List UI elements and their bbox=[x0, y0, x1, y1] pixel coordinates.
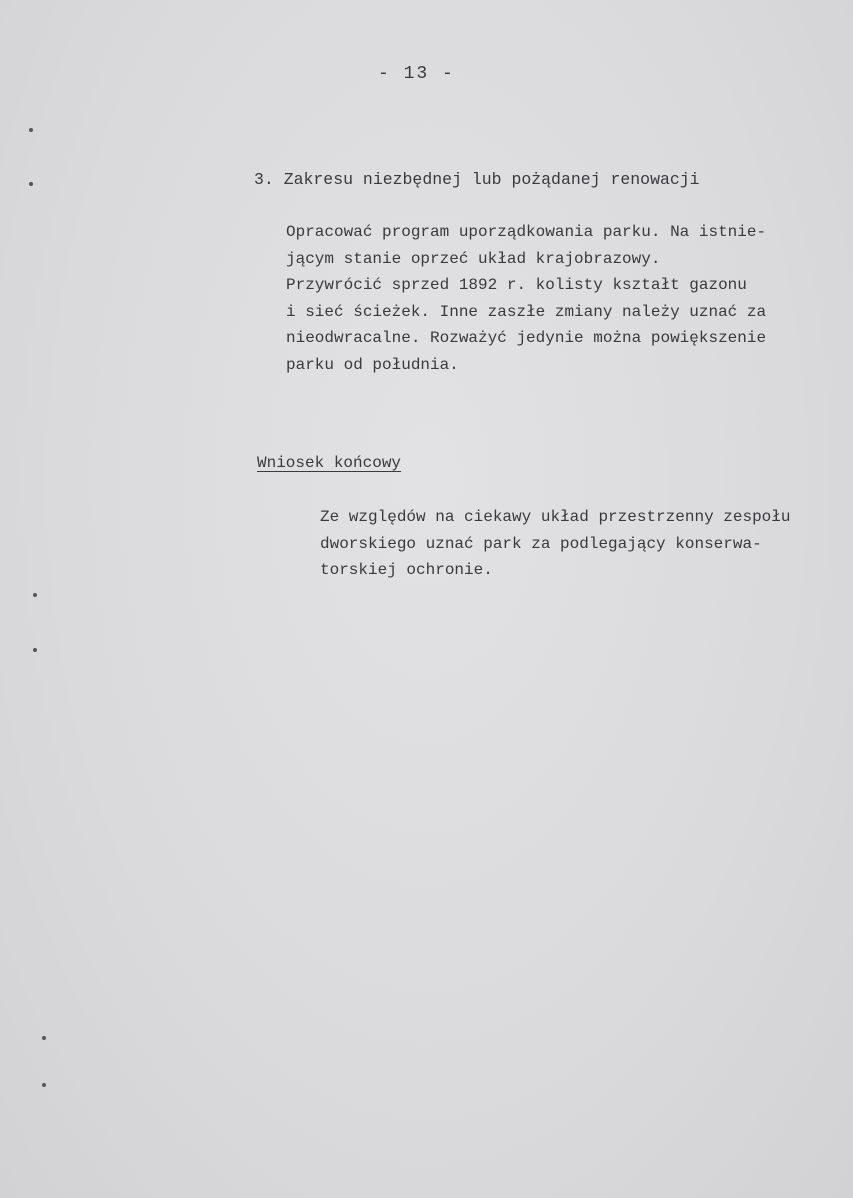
paragraph-line: i sieć ścieżek. Inne zaszłe zmiany należy uznać za bbox=[286, 302, 767, 321]
paragraph-line: torskiej ochronie. bbox=[320, 561, 493, 579]
paragraph-line: Przywrócić sprzed 1892 r. kolisty kształt gazonu bbox=[286, 276, 747, 294]
paragraph-line: dworskiego uznać park za podlegający konserwa- bbox=[320, 534, 762, 553]
punch-mark bbox=[42, 1036, 46, 1040]
paragraph-line: Ze względów na ciekawy układ przestrzenny zespołu bbox=[320, 508, 791, 526]
conclusion-heading: Wniosek końcowy bbox=[257, 454, 402, 472]
section-heading: 3. Zakresu niezbędnej lub pożądanej renowacji bbox=[254, 170, 700, 189]
punch-mark bbox=[42, 1083, 46, 1087]
punch-mark bbox=[33, 593, 37, 597]
punch-mark bbox=[29, 182, 33, 186]
page-number: - 13 - bbox=[378, 64, 455, 84]
paragraph-line: jącym stanie oprzeć układ krajobrazowy. bbox=[286, 249, 661, 268]
punch-mark bbox=[29, 128, 33, 132]
paragraph-line: Opracować program uporządkowania parku. Na istnie- bbox=[286, 223, 767, 241]
punch-mark bbox=[33, 648, 37, 652]
paragraph-line: parku od południa. bbox=[286, 355, 459, 374]
section-paragraph bbox=[286, 219, 766, 378]
conclusion-paragraph bbox=[320, 504, 790, 584]
paragraph-line: nieodwracalne. Rozważyć jedynie można powiększenie bbox=[286, 329, 767, 347]
